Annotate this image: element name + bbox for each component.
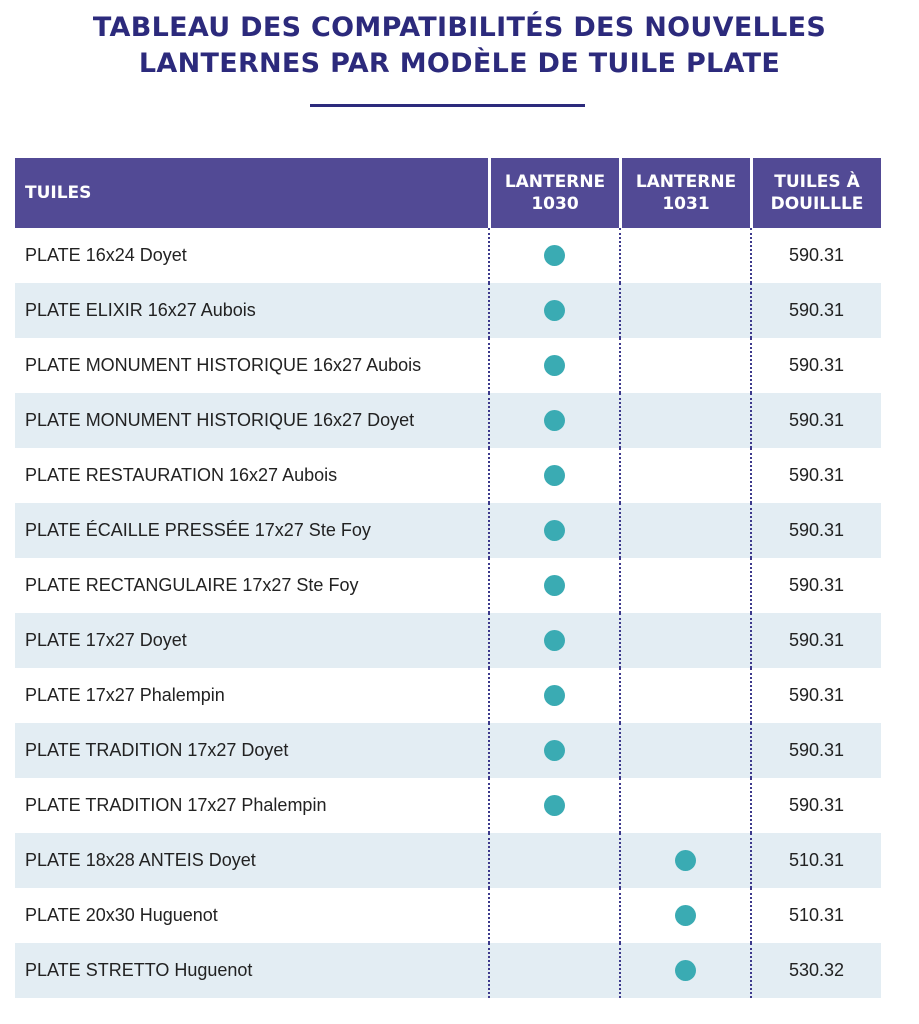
tile-model-name: PLATE 16x24 Doyet <box>15 228 488 283</box>
column-header-tuiles: TUILES <box>15 158 488 228</box>
table-row <box>15 668 881 723</box>
table-row <box>15 448 881 503</box>
tuiles-a-douille-reference: 590.31 <box>750 613 881 668</box>
compatible-dot-icon <box>675 850 696 871</box>
tile-model-name: PLATE TRADITION 17x27 Doyet <box>15 723 488 778</box>
compatibility-table <box>15 158 881 998</box>
compatible-dot-icon <box>544 630 565 651</box>
tile-model-name: PLATE TRADITION 17x27 Phalempin <box>15 778 488 833</box>
column-header-lanterne-1030 <box>488 158 619 228</box>
compatible-dot-icon <box>544 520 565 541</box>
lanterne-1031-compatibility-cell <box>619 558 750 613</box>
compatible-dot-icon <box>544 740 565 761</box>
lanterne-1030-compatibility-cell <box>488 338 619 393</box>
tuiles-a-douille-reference: 590.31 <box>750 393 881 448</box>
table-row <box>15 778 881 833</box>
tuiles-a-douille-reference: 590.31 <box>750 558 881 613</box>
lanterne-1031-compatibility-cell <box>619 338 750 393</box>
page-title-line-2: LANTERNES PAR MODÈLE DE TUILE PLATE <box>138 48 781 79</box>
lanterne-1030-compatibility-cell <box>488 613 619 668</box>
column-header-tuiles-a-douille <box>750 158 881 228</box>
lanterne-1030-compatibility-cell <box>488 723 619 778</box>
lanterne-1031-compatibility-cell <box>619 503 750 558</box>
table-row <box>15 943 881 998</box>
lanterne-1030-compatibility-cell <box>488 943 619 998</box>
lanterne-1030-compatibility-cell <box>488 558 619 613</box>
tuiles-a-douille-reference: 510.31 <box>750 833 881 888</box>
tuiles-a-douille-reference: 590.31 <box>750 448 881 503</box>
table-row <box>15 723 881 778</box>
tuiles-a-douille-reference: 590.31 <box>750 228 881 283</box>
tuiles-a-douille-reference: 590.31 <box>750 283 881 338</box>
column-header-tuiles-a-douille-line-1: TUILES À <box>774 172 860 192</box>
lanterne-1031-compatibility-cell <box>619 888 750 943</box>
table-header-row <box>15 158 881 228</box>
tuiles-a-douille-reference: 590.31 <box>750 338 881 393</box>
table-row <box>15 888 881 943</box>
tuiles-a-douille-reference: 590.31 <box>750 668 881 723</box>
column-header-lanterne-1031 <box>619 158 750 228</box>
lanterne-1030-compatibility-cell <box>488 393 619 448</box>
compatible-dot-icon <box>544 795 565 816</box>
tile-model-name: PLATE MONUMENT HISTORIQUE 16x27 Doyet <box>15 393 488 448</box>
table-row <box>15 503 881 558</box>
tile-model-name: PLATE RESTAURATION 16x27 Aubois <box>15 448 488 503</box>
column-header-lanterne-1030-line-1: LANTERNE <box>504 172 606 192</box>
tile-model-name: PLATE 17x27 Phalempin <box>15 668 488 723</box>
compatible-dot-icon <box>544 685 565 706</box>
table-row <box>15 338 881 393</box>
tuiles-a-douille-reference: 590.31 <box>750 778 881 833</box>
tuiles-a-douille-reference: 510.31 <box>750 888 881 943</box>
tile-model-name: PLATE 18x28 ANTEIS Doyet <box>15 833 488 888</box>
tile-model-name: PLATE ELIXIR 16x27 Aubois <box>15 283 488 338</box>
table-row <box>15 558 881 613</box>
page-title-line-1: TABLEAU DES COMPATIBILITÉS DES NOUVELLES <box>92 12 827 43</box>
column-header-lanterne-1031-line-1: LANTERNE <box>635 172 737 192</box>
lanterne-1031-compatibility-cell <box>619 723 750 778</box>
compatible-dot-icon <box>544 465 565 486</box>
compatible-dot-icon <box>544 300 565 321</box>
column-header-tuiles-a-douille-line-2: DOUILLLE <box>770 194 864 214</box>
compatible-dot-icon <box>675 960 696 981</box>
lanterne-1030-compatibility-cell <box>488 778 619 833</box>
compatible-dot-icon <box>675 905 696 926</box>
tuiles-a-douille-reference: 590.31 <box>750 503 881 558</box>
lanterne-1031-compatibility-cell <box>619 943 750 998</box>
compatible-dot-icon <box>544 245 565 266</box>
tile-model-name: PLATE STRETTO Huguenot <box>15 943 488 998</box>
tile-model-name: PLATE 17x27 Doyet <box>15 613 488 668</box>
lanterne-1031-compatibility-cell <box>619 283 750 338</box>
lanterne-1030-compatibility-cell <box>488 228 619 283</box>
title-underline-divider <box>310 104 585 107</box>
table-row <box>15 393 881 448</box>
lanterne-1030-compatibility-cell <box>488 668 619 723</box>
lanterne-1030-compatibility-cell <box>488 503 619 558</box>
tile-model-name: PLATE 20x30 Huguenot <box>15 888 488 943</box>
lanterne-1031-compatibility-cell <box>619 393 750 448</box>
table-row <box>15 613 881 668</box>
lanterne-1031-compatibility-cell <box>619 448 750 503</box>
tile-model-name: PLATE RECTANGULAIRE 17x27 Ste Foy <box>15 558 488 613</box>
compatible-dot-icon <box>544 575 565 596</box>
lanterne-1031-compatibility-cell <box>619 778 750 833</box>
lanterne-1031-compatibility-cell <box>619 833 750 888</box>
table-row <box>15 283 881 338</box>
lanterne-1031-compatibility-cell <box>619 613 750 668</box>
column-header-lanterne-1031-line-2: 1031 <box>662 194 710 214</box>
compatible-dot-icon <box>544 410 565 431</box>
tuiles-a-douille-reference: 530.32 <box>750 943 881 998</box>
table-header <box>15 158 881 228</box>
lanterne-1030-compatibility-cell <box>488 283 619 338</box>
lanterne-1030-compatibility-cell <box>488 448 619 503</box>
page-title <box>0 10 919 82</box>
table-row <box>15 228 881 283</box>
compatibility-table-container <box>15 158 881 998</box>
tuiles-a-douille-reference: 590.31 <box>750 723 881 778</box>
lanterne-1031-compatibility-cell <box>619 668 750 723</box>
tile-model-name: PLATE MONUMENT HISTORIQUE 16x27 Aubois <box>15 338 488 393</box>
column-header-lanterne-1030-line-2: 1030 <box>531 194 579 214</box>
table-body <box>15 228 881 998</box>
tile-model-name: PLATE ÉCAILLE PRESSÉE 17x27 Ste Foy <box>15 503 488 558</box>
lanterne-1030-compatibility-cell <box>488 888 619 943</box>
table-row <box>15 833 881 888</box>
compatible-dot-icon <box>544 355 565 376</box>
lanterne-1030-compatibility-cell <box>488 833 619 888</box>
lanterne-1031-compatibility-cell <box>619 228 750 283</box>
